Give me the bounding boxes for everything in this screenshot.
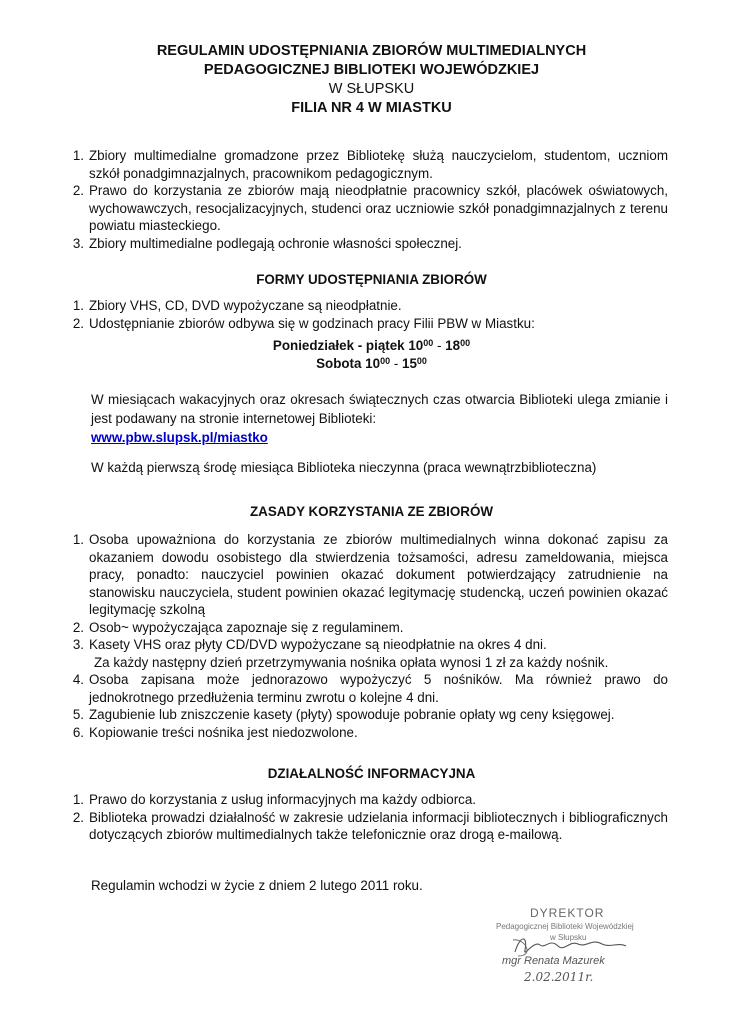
title-line-2: PEDAGOGICZNEJ BIBLIOTEKI WOJEWÓDZKIEJ [203, 62, 540, 78]
forms-list [66, 297, 668, 332]
list-item: 1. Zbiory VHS, CD, DVD wypożyczane są nieodpłatnie. [72, 298, 402, 313]
signature-date: 2.02.2011r. [524, 970, 594, 984]
list-item: 2. Biblioteka prowadzi działalność w zakresie udzielania informacji bibliotecznych i bibliograficznych dotyczących zbiorów multimedialnych także telefonicznie oraz drogą e-mailową. [72, 809, 668, 842]
info-list [66, 791, 668, 844]
website-link[interactable]: www.pbw.slupsk.pl/miastko [91, 430, 268, 445]
title-line-3: W SŁUPSKU [328, 81, 415, 97]
stamp-line-1: Pedagogicznej Biblioteki Wojewódzkiej [496, 922, 634, 931]
list-item: 2. Osob~ wypożyczająca zapoznaje się z regulaminem. [72, 619, 404, 635]
hours-saturday: Sobota $10^{00} - 15^{00}$ [316, 356, 427, 371]
rules-extra-note: Za każdy następny dzień przetrzymywania nośnika opłata wynosi 1 zł za każdy nośnik. [94, 654, 609, 670]
list-item: 1. Osoba upoważniona do korzystania ze zbiorów multimedialnych winna dokonać zapisu za okazaniem dowodu osobistego dla stwierdzenia tożsamości, adresu zameldowania, miejsca pracy, ponadto: nauczyciel powinien okazać dokument potwierdzający zatrudnienie na stanowisku nauczyciela, student powinien okazać legitymację studencką, uczeń powinien okazać legitymację szkolną [72, 532, 668, 617]
stamp-title: DYREKTOR [530, 906, 605, 920]
title-line-4: FILIA NR 4 W MIASTKU [291, 100, 452, 116]
info-heading: DZIAŁALNOŚĆ INFORMACYJNA [267, 766, 476, 781]
rules-heading: ZASADY KORZYSTANIA ZE ZBIORÓW [249, 504, 493, 519]
holiday-note: W miesiącach wakacyjnych oraz okresach świątecznych czas otwarcia Biblioteki ulega zmianie i jest podawany na stronie internetowej Biblioteki: www.pbw.slupsk.pl/miastko [91, 392, 668, 445]
list-item: 1. Prawo do korzystania z usług informacyjnych ma każdy odbiorca. [72, 792, 477, 807]
list-item: 2. Udostępnianie zbiorów odbywa się w godzinach pracy Filii PBW w Miastku: [72, 315, 535, 331]
list-item: 3. Kasety VHS oraz płyty CD/DVD wypożyczane są nieodpłatnie na okres 4 dni. [72, 637, 547, 652]
rules-list [66, 531, 668, 741]
list-item: 1. Zbiory multimedialne gromadzone przez Bibliotekę służą nauczycielom, studentom, uczniom szkół ponadgimnazjalnych, pracownikom pedagogicznym. [72, 148, 668, 181]
stamp-line-2: w Słupsku [550, 933, 587, 942]
list-item: 6. Kopiowanie treści nośnika jest niedozwolone. [72, 724, 358, 740]
list-item: 2. Prawo do korzystania ze zbiorów mają nieodpłatnie pracownicy szkół, placówek oświatowych, wychowawczych, resocjalizacyjnych, studenci oraz uczniowie szkół ponadgimnazjalnych z terenu powiatu miasteckiego. [72, 183, 668, 233]
document-title [40, 42, 703, 118]
forms-heading: FORMY UDOSTĘPNIANIA ZBIORÓW [256, 272, 487, 287]
list-item: 5. Zagubienie lub zniszczenie kasety (płyty) spowoduje pobranie opłaty wg ceny księgowej. [72, 707, 615, 722]
list-item: 4. Osoba zapisana może jednorazowo wypożyczyć 5 nośników. Ma również prawo do jednokrotnego przedłużenia terminu zwrotu o kolejne 4 dni. [72, 672, 668, 705]
intro-list [66, 147, 668, 252]
title-line-1: REGULAMIN UDOSTĘPNIANIA ZBIORÓW MULTIMEDIALNYCH [156, 43, 587, 59]
hours-weekdays: Poniedziałek - piątek $10^{00} - 18^{00}$ [272, 338, 471, 353]
closed-note: W każdą pierwszą środę miesiąca Biblioteka nieczynna (praca wewnątrzbiblioteczna) [91, 460, 597, 475]
opening-hours [40, 337, 703, 373]
director-stamp [490, 900, 660, 990]
director-name: mgr Renata Mazurek [502, 955, 605, 967]
list-item: 3. Zbiory multimedialne podlegają ochronie własności społecznej. [72, 235, 462, 251]
effective-date: Regulamin wchodzi w życie z dniem 2 lutego 2011 roku. [91, 878, 423, 893]
